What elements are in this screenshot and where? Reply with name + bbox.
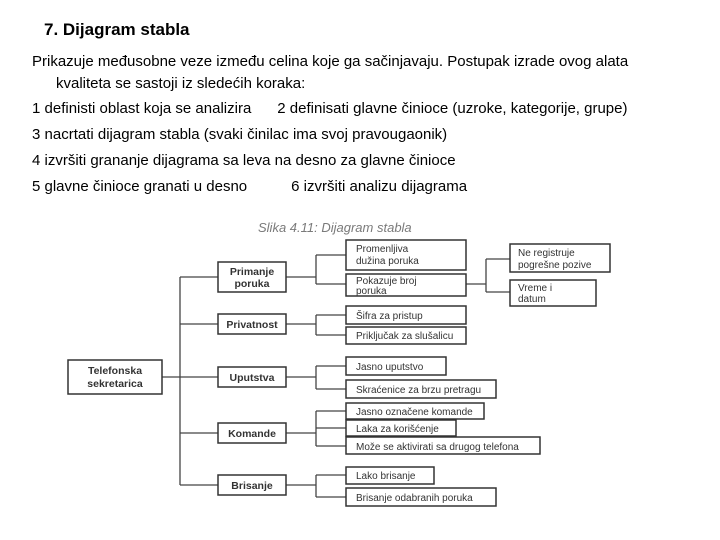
intro-line-2: kvaliteta se sastoji iz sledećih koraka:	[56, 75, 306, 92]
step-6: 6 izvršiti analizu dijagrama	[291, 178, 468, 195]
leaf-vreme-label-2: datum	[518, 294, 546, 305]
diagram-caption: Slika 4.11: Dijagram stabla	[258, 220, 412, 235]
sub-prikljucak-label: Priključak za slušalicu	[356, 331, 454, 342]
category-komande-label: Komande	[228, 428, 276, 440]
category-brisanje-label: Brisanje	[231, 480, 273, 492]
sub-jasno-oznacene-label: Jasno označene komande	[356, 407, 473, 418]
intro-line-1: Prikazuje međusobne veze između celina koje ga sačinjavaju. Postupak izrade ovog alata	[32, 53, 629, 70]
category-primanje-label-2: poruka	[234, 278, 270, 290]
sub-skracenice-label: Skraćenice za brzu pretragu	[356, 385, 482, 396]
step-3: 3 nacrtati dijagram stabla (svaki činilac ima svoj pravougaonik)	[32, 126, 448, 143]
root-label-2: sekretarica	[87, 378, 143, 390]
sub-sifra-label: Šifra za pristup	[356, 311, 423, 322]
sub-pokazuje-label-1: Pokazuje broj	[356, 276, 417, 287]
sub-pokazuje-label-2: poruka	[356, 286, 387, 297]
sub-promenljiva-label-1: Promenljiva	[356, 244, 409, 255]
sub-jasno-uputstvo-label: Jasno uputstvo	[356, 362, 424, 373]
leaf-ne-registruje-label-1: Ne registruje	[518, 248, 575, 259]
step-5: 5 glavne činioce granati u desno	[32, 178, 248, 195]
root-label-1: Telefonska	[87, 365, 143, 377]
sub-laka-label: Laka za korišćenje	[356, 424, 439, 435]
sub-moze-label: Može se aktivirati sa drugog telefona	[356, 442, 519, 453]
step-2: 2 definisati glavne činioce (uzroke, kategorije, grupe)	[277, 100, 628, 117]
leaf-ne-registruje-label-2: pogrešne pozive	[518, 260, 592, 271]
sub-promenljiva-label-2: dužina poruka	[356, 256, 419, 267]
step-1: 1 definisti oblast koja se analizira	[32, 100, 252, 117]
category-primanje-label-1: Primanje	[229, 266, 275, 278]
sub-brisanje-odabranih-label: Brisanje odabranih poruka	[356, 493, 473, 504]
page-title: 7. Dijagram stabla	[44, 20, 190, 39]
category-uputstva-label: Uputstva	[229, 372, 275, 384]
leaf-vreme-label-1: Vreme i	[518, 283, 553, 294]
step-4: 4 izvršiti grananje dijagrama sa leva na desno za glavne činioce	[32, 152, 456, 169]
category-privatnost-label: Privatnost	[226, 319, 278, 331]
sub-lako-brisanje-label: Lako brisanje	[356, 471, 416, 482]
